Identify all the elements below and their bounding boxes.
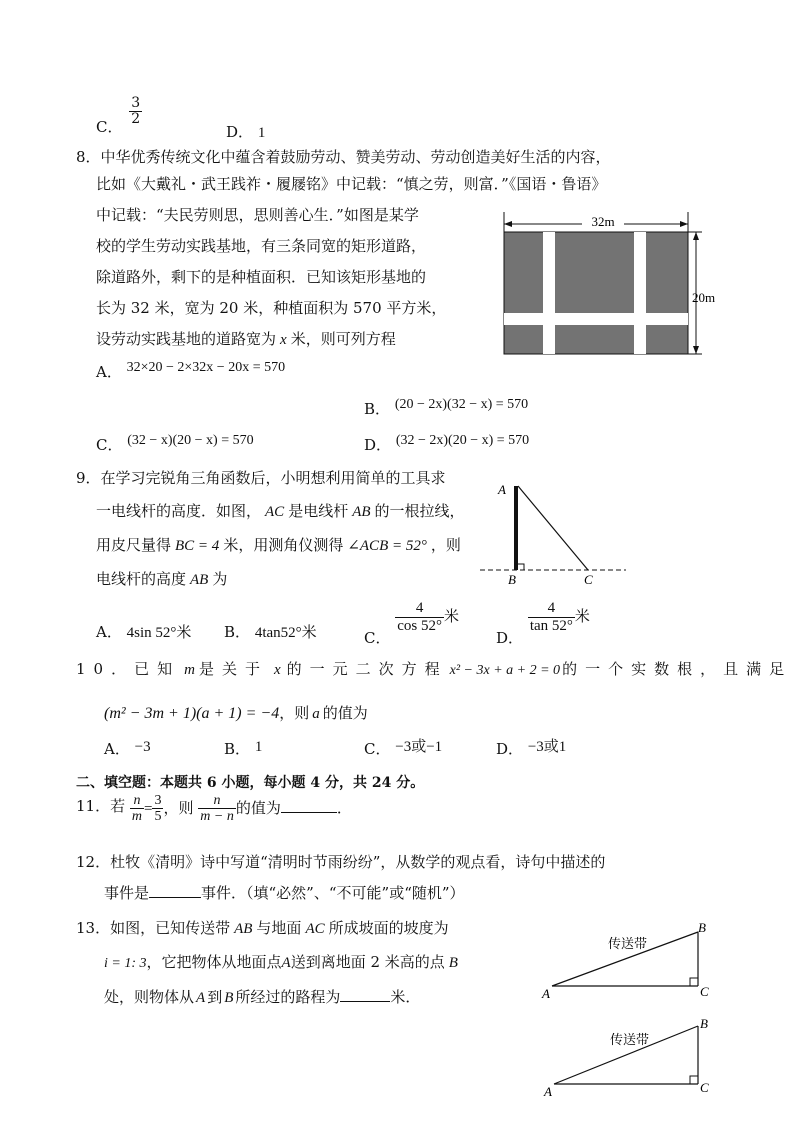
q13-fig1-label-b: B [698, 920, 706, 935]
q11-f1-num: n [130, 793, 144, 809]
q13-line3-a: 处，则物体从 [104, 988, 195, 1006]
q9-d-num: 4 [528, 600, 575, 618]
q11-f2-den: 5 [154, 809, 162, 825]
q10-line2-tail: 的值为 [322, 704, 368, 722]
q13-line3-A: A [196, 990, 206, 1006]
q11-f3-den: m − n [200, 809, 234, 825]
q13-line3-c: 所经过的路程为 [235, 988, 341, 1006]
q10-option-b [224, 738, 262, 759]
q9-option-a-unit: 米 [176, 623, 192, 641]
q7-option-d-label: D． [226, 123, 254, 141]
q8-plot-rect [504, 232, 688, 354]
q8-option-c-expr: (32 − x)(20 − x) = 570 [127, 433, 254, 448]
q10-option-a-label: A． [104, 740, 130, 758]
q10-line1 [76, 658, 792, 679]
q10-line2-post: ，则 [279, 704, 310, 722]
q13-fig2-label-c: C [700, 1080, 709, 1095]
q9-line4 [96, 568, 227, 589]
q13-line2-a: ，它把物体从地面点 [146, 953, 282, 971]
q11 [76, 793, 352, 825]
q10-option-d-value: −3或1 [527, 739, 567, 755]
q10-line1-a: 10．已知 [76, 660, 181, 678]
q9-line2-ab: AB [352, 504, 371, 520]
q11-frac-n-over-m-minus-n [198, 793, 236, 825]
q8-option-b-label: B． [364, 400, 391, 418]
q8-option-b [364, 398, 528, 419]
q13-line3 [104, 986, 420, 1007]
q9-line3-post: ，则 [430, 536, 461, 554]
q11-frac-3-over-5 [152, 793, 163, 825]
q13-fig2-label-b: B [700, 1016, 708, 1031]
q13-line3-b: 到 [207, 988, 223, 1006]
q13-fig1-label-c: C [700, 984, 709, 999]
q9-option-d-label: D． [496, 629, 524, 647]
q13-line3-d: 米． [390, 988, 421, 1006]
q9-c-den: cos 52° [397, 617, 443, 634]
q8-height-label: 20m [692, 290, 716, 305]
q8-option-a-expr: 32×20 − 2×32x − 20x = 570 [126, 360, 286, 375]
q13-fig1-belt-label: 传送带 [608, 936, 648, 951]
q8-line1: 8．中华优秀传统文化中蕴含着鼓励劳动、赞美劳动、劳动创造美好生活的内容， [76, 148, 611, 166]
q11-end: ． [336, 798, 352, 817]
q10-option-b-value: 1 [254, 739, 263, 755]
q9-line3 [96, 534, 461, 555]
q9-guy-wire [518, 486, 588, 570]
q9-option-d [496, 600, 590, 647]
q8-option-a-label: A． [96, 363, 122, 381]
q9-option-a [96, 621, 191, 642]
q11-eq: = [144, 800, 153, 817]
q8-option-d-label: D． [364, 436, 392, 454]
q8-line5: 除道路外，剩下的是种植面积．已知该矩形基地的 [96, 268, 427, 286]
q11-pre: 11．若 [76, 796, 126, 815]
q10-option-a-value: −3 [134, 739, 151, 755]
q13-fig2-right-angle [690, 1076, 698, 1084]
q9-option-b-unit: 米 [301, 623, 317, 641]
q13-fig2-belt-label: 传送带 [610, 1032, 650, 1047]
q13-line1 [76, 917, 449, 938]
q10-option-c-value: −3或−1 [395, 739, 443, 755]
q9-d-den: tan 52° [529, 617, 573, 634]
q10-line1-d: 的一个实数根，且满足 [562, 660, 793, 678]
q9-option-b-label: B． [224, 623, 251, 641]
q8-option-b-expr: (20 − 2x)(32 − x) = 570 [394, 397, 529, 412]
q10-line2 [104, 702, 368, 723]
q13-line1-ab: AB [234, 921, 253, 937]
q7-c-num: 3 [131, 95, 141, 111]
q9-option-c-unit: 米 [444, 607, 460, 625]
q11-answer-blank[interactable] [281, 798, 337, 813]
q9-label-a: A [498, 482, 506, 497]
q11-mid: ，则 [163, 798, 194, 817]
q9-c-num: 4 [395, 600, 444, 618]
q8-line7 [96, 328, 396, 349]
q8-height-dimension [688, 232, 715, 354]
q8-option-c-label: C． [96, 436, 123, 454]
q10-option-c-label: C． [364, 740, 391, 758]
q8-line3: 中记载：“夫民劳则思，思则善心生．”如图是某学 [96, 206, 419, 224]
q8-var-x: x [280, 332, 287, 348]
q11-frac-n-over-m [130, 793, 144, 825]
q13-line1-post: 所成坡面的坡度为 [328, 919, 449, 937]
q10-option-a [104, 738, 151, 759]
q8-line6: 长为 32 米，宽为 20 米，种植面积为 570 平方米， [96, 299, 447, 317]
q13-fig1-right-angle [690, 978, 698, 986]
q13-figure-1 [538, 918, 724, 1002]
q9-line3-eq2: ∠ACB = 52° [347, 538, 427, 554]
q9-label-c: C [584, 572, 593, 587]
q9-option-c [364, 600, 460, 647]
q12-answer-blank[interactable] [149, 883, 201, 898]
q9-line1: 9．在学习完锐角三角函数后，小明想利用简单的工具求 [76, 469, 446, 487]
q9-label-b: B [508, 572, 516, 587]
q7-option-c [96, 95, 141, 136]
q13-line1-mid: 与地面 [256, 919, 302, 937]
q8-width-label: 32m [591, 214, 615, 229]
q8-figure [496, 206, 722, 360]
q9-line3-eq1: BC = 4 [175, 538, 220, 554]
q12-line2-pre: 事件是 [104, 884, 150, 902]
q8-line7-pre: 设劳动实践基地的道路宽为 [96, 330, 277, 348]
q10-option-d-label: D． [496, 740, 524, 758]
q9-option-a-expr: 4sin 52° [126, 625, 177, 641]
q12-line1: 12．杜牧《清明》诗中写道“清明时节雨纷纷”，从数学的观点看，诗句中描述的 [76, 853, 606, 871]
q10-option-c [364, 738, 442, 759]
q9-figure [474, 476, 634, 588]
q10-line1-b: 是关于 [198, 660, 268, 678]
q9-option-c-fraction [395, 600, 444, 634]
q9-line4-post: 为 [212, 570, 228, 588]
q13-fig2-label-a: A [544, 1084, 552, 1099]
q8-line4: 校的学生劳动实践基地，有三条同宽的矩形道路， [96, 237, 427, 255]
q9-option-d-fraction [528, 600, 575, 634]
q13-line2-b: 送到离地面 2 米高的点 [290, 953, 445, 971]
q13-fig1-label-a: A [542, 986, 550, 1001]
q13-line1-pre: 13．如图，已知传送带 [76, 919, 231, 937]
q9-line2-mid: 是电线杆 [288, 502, 349, 520]
q10-option-d [496, 738, 566, 759]
q13-line2-A: A [281, 955, 291, 971]
q9-line3-pre: 用皮尺量得 [96, 536, 172, 554]
q9-right-angle [518, 564, 524, 570]
q9-line3-mid: 米，用测角仪测得 [223, 536, 344, 554]
q9-line4-ab: AB [190, 572, 209, 588]
q13-slope-ratio: i = 1: 3 [104, 956, 147, 971]
q11-f1-den: m [131, 809, 142, 825]
q12-line2 [104, 882, 465, 903]
q7-option-d [226, 121, 265, 142]
q13-line2-B: B [448, 955, 458, 971]
q11-post: 的值为 [235, 798, 281, 817]
section-heading: 二、填空题：本题共 6 小题，每小题 4 分，共 24 分。 [76, 775, 425, 791]
q10-var-m: m [184, 662, 195, 678]
q7-option-d-value: 1 [257, 125, 266, 141]
q13-answer-blank[interactable] [340, 987, 390, 1002]
q10-var-a: a [312, 706, 320, 722]
q8-line2: 比如《大戴礼・武王践祚・履屦铭》中记载：“慎之劳，则富．”《国语・鲁语》 [96, 175, 607, 193]
q8-option-c [96, 434, 254, 455]
q8-line7-post: 米，则可列方程 [290, 330, 396, 348]
q10-var-x: x [273, 662, 281, 678]
q8-option-d-expr: (32 − 2x)(20 − x) = 570 [395, 433, 530, 448]
q10-line2-eq: (m² − 3m + 1)(a + 1) = −4 [104, 705, 280, 722]
q9-option-a-label: A． [96, 623, 122, 641]
q10-option-b-label: B． [224, 740, 251, 758]
q9-option-b [224, 621, 317, 642]
q13-line3-B: B [224, 990, 234, 1006]
q9-pole [514, 486, 518, 570]
q9-option-b-expr: 4tan52° [254, 625, 302, 641]
q11-f2-num: 3 [154, 793, 162, 808]
q8-width-dimension [504, 212, 688, 232]
q9-line2-ac: AC [265, 504, 285, 520]
q9-line2 [96, 500, 465, 521]
q9-line4-pre: 电线杆的高度 [96, 570, 187, 588]
q12-line2-post: 事件．（填“必然”、“不可能”或“随机”） [201, 884, 465, 902]
q7-option-c-fraction [129, 96, 142, 128]
q9-option-c-label: C． [364, 629, 391, 647]
q13-line1-ac: AC [305, 921, 325, 937]
q13-figure-2 [538, 1012, 724, 1100]
q11-f3-num: n [198, 793, 236, 809]
q8-option-a [96, 361, 285, 382]
q8-option-d [364, 434, 529, 455]
q7-option-c-label: C． [96, 117, 123, 136]
q10-line1-eq: x² − 3x + a + 2 = 0 [449, 663, 561, 678]
q7-c-den: 2 [131, 111, 141, 128]
q10-line1-c: 的一元二次方程 [286, 660, 448, 678]
q9-line2-post: 的一根拉线， [374, 502, 465, 520]
q13-line2 [104, 951, 458, 972]
q9-option-d-unit: 米 [574, 607, 590, 625]
q9-line2-pre: 一电线杆的高度．如图， [96, 502, 262, 520]
